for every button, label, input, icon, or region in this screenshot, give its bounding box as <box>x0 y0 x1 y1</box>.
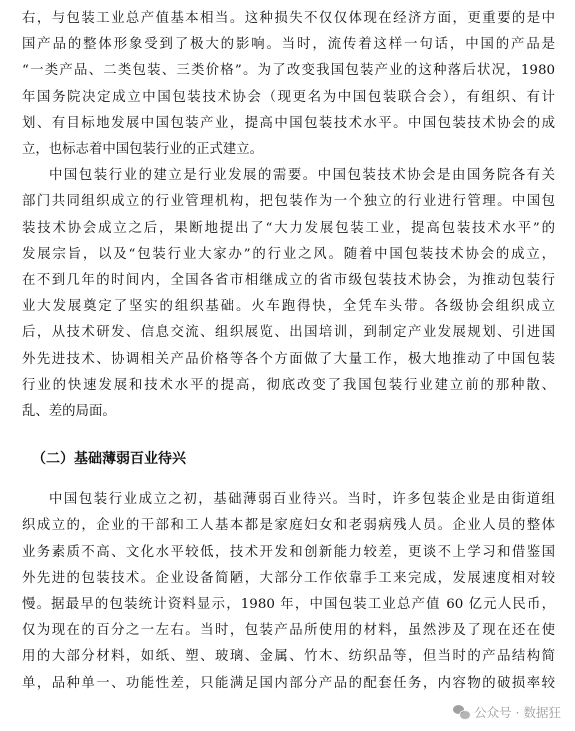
text-line: 外先进的包装技术。企业设备简陋，大部分工作依靠手工来完成，发展速度相对较 <box>22 570 555 586</box>
paragraph-3 <box>22 487 555 697</box>
text-line: 单，品种单一、功能性差，只能满足国内部分产品的配套任务，内容物的破损率较 <box>22 675 555 691</box>
text-line: 织成立的，企业的干部和工人基本都是家庭妇女和老弱病残人员。企业人员的整体 <box>22 518 555 534</box>
watermark-text: 公众号 · 数据狂 <box>474 705 561 720</box>
text-line: 仅为现在的百分之一左右。当时，包装产品所使用的材料，虽然涉及了现在还在使 <box>22 623 555 639</box>
text-line: 国产品的整体形象受到了极大的影响。当时，流传着这样一句话，中国的产品是 <box>22 37 555 53</box>
text-line: 业大发展奠定了坚实的组织基础。火车跑得快，全凭车头带。各级协会组织成立 <box>22 299 555 315</box>
text-line: 在不到几年的时间内，全国各省市相继成立的省市级包装技术协会，为推动包装行 <box>22 273 555 289</box>
paragraph-1 <box>22 6 555 163</box>
text-line: 装技术协会成立之后，果断地提出了“大力发展包装工业，提高包装技术水平”的 <box>22 220 555 236</box>
text-line: 部门共同组织成立的行业管理机构，把包装作为一个独立的行业进行管理。中国包 <box>22 194 555 210</box>
text-line: 乱、差的局面。 <box>22 404 116 420</box>
text-line: 右，与包装工业总产值基本相当。这种损失不仅仅体现在经济方面，更重要的是中 <box>22 11 555 26</box>
watermark <box>451 703 563 721</box>
text-line: 中国包装行业成立之初，基础薄弱百业待兴。当时，许多包装企业是由街道组 <box>49 492 555 508</box>
text-line: 发展宗旨，以及“包装行业大家办”的行业之风。随着中国包装技术协会的成立， <box>22 246 555 262</box>
section-heading: （二）基础薄弱百业待兴 <box>32 451 186 468</box>
text-line: “一类产品、二类包装、三类价格”。为了改变我国包装产业的这种落后状况，1980 <box>22 63 555 79</box>
text-line: 外先进技术、协调相关产品价格等各个方面做了大量工作，极大地推动了中国包装 <box>22 351 555 367</box>
text-line: 立，也标志着中国包装行业的正式建立。 <box>22 142 264 158</box>
text-line: 划、有目标地发展中国包装产业，提高中国包装技术水平。中国包装技术协会的成 <box>22 115 555 131</box>
text-line: 行业的快速发展和技术水平的提高，彻底改变了我国包装行业建立前的那种散、 <box>22 377 555 393</box>
wechat-icon <box>453 705 469 719</box>
text-line: 后，从技术研发、信息交流、组织展览、出国培训，到制定产业发展规划、引进国 <box>22 325 555 341</box>
text-line: 业务素质不高、文化水平较低，技术开发和创新能力较差，更谈不上学习和借鉴国 <box>22 544 555 560</box>
text-line: 用的大部分材料，如纸、塑、玻璃、金属、竹木、纺织品等，但当时的产品结构简 <box>22 649 555 665</box>
paragraph-2 <box>22 163 555 425</box>
text-line: 慢。据最早的包装统计资料显示，1980 年，中国包装工业总产值 60 亿元人民币， <box>22 597 555 613</box>
text-line: 年国务院决定成立中国包装技术协会（现更名为中国包装联合会），有组织、有计 <box>22 89 555 105</box>
text-line: 中国包装行业的建立是行业发展的需要。中国包装技术协会是由国务院各有关 <box>49 168 555 184</box>
